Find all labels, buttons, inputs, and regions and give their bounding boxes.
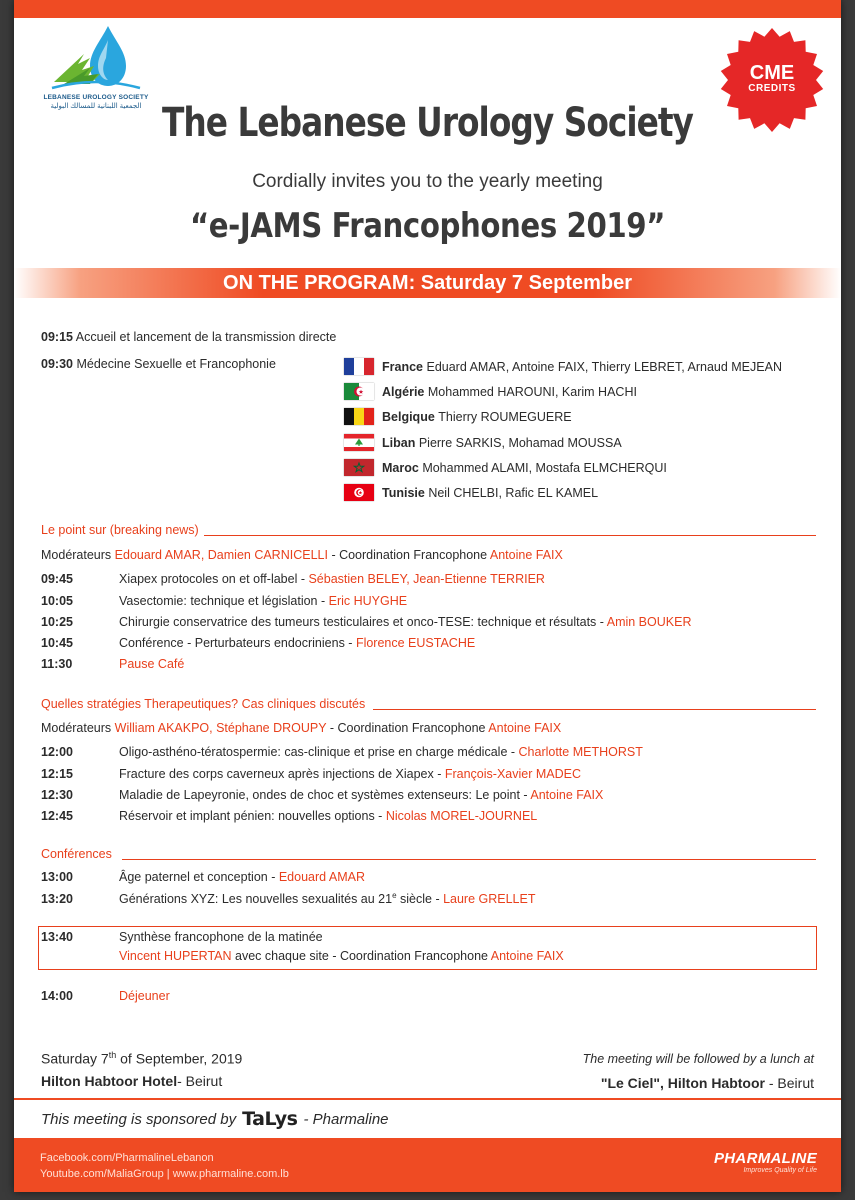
program-item — [41, 930, 323, 944]
france-flag-icon — [344, 358, 374, 375]
item-time: 10:05 — [41, 594, 73, 608]
coordination-label: - Coordination Francophone — [331, 548, 488, 562]
item-time: 13:40 — [41, 930, 73, 944]
morocco-flag-icon — [344, 459, 374, 476]
hotel-name: Hilton Habtoor Hotel — [41, 1072, 178, 1089]
moderators-label: Modérateurs — [41, 548, 112, 562]
moderators-names: Edouard AMAR, Damien CARNICELLI — [114, 548, 328, 562]
section-divider — [122, 859, 816, 860]
sponsor-prefix: This meeting is sponsored by — [41, 1110, 237, 1128]
synthese-middle: avec chaque site - Coordination Francophone — [235, 949, 488, 963]
cme-label: CME — [749, 62, 795, 84]
item-time: 09:30 — [41, 357, 73, 371]
section-heading: Quelles stratégies Therapeutiques? Cas cliniques discutés — [41, 697, 366, 711]
program-item: 10:05 Vasectomie: technique et législation - Eric HUYGHE — [41, 594, 408, 608]
youtube-website-link[interactable]: Youtube.com/MaliaGroup | www.pharmaline.com.lb — [40, 1168, 289, 1180]
facebook-link[interactable]: Facebook.com/PharmalineLebanon — [40, 1152, 214, 1164]
program-item — [41, 657, 184, 671]
item-time: 13:00 — [41, 870, 73, 884]
program-item: 12:15 Fracture des corps caverneux après injections de Xiapex - François-Xavier MADEC — [41, 767, 581, 781]
item-time: 14:00 — [41, 989, 73, 1003]
country-row — [344, 484, 598, 501]
lebanon-flag-icon — [344, 434, 374, 451]
item-text: Âge paternel et conception — [119, 870, 268, 884]
item-text: Fracture des corps caverneux après injections de Xiapex — [119, 767, 434, 781]
program-item: 13:20 Générations XYZ: Les nouvelles sexualités au 21e siècle - Laure GRELLET — [41, 891, 536, 907]
lunch-note: The meeting will be followed by a lunch at — [582, 1052, 814, 1066]
country-name: Belgique — [382, 409, 435, 424]
item-speaker: Antoine FAIX — [530, 788, 604, 802]
section-divider — [204, 535, 816, 536]
item-time: 12:30 — [41, 788, 73, 802]
country-row — [344, 459, 667, 476]
item-time: 09:15 — [41, 330, 73, 344]
lunch-venue: "Le Ciel", Hilton Habtoor — [600, 1075, 765, 1091]
section-divider — [373, 709, 816, 710]
country-speakers: Mohammed ALAMI, Mostafa ELMCHERQUI — [422, 460, 667, 475]
coordination-label: - Coordination Francophone — [329, 721, 486, 735]
event-name: “e-JAMS Francophones 2019” — [189, 206, 666, 246]
item-time: 12:15 — [41, 767, 73, 781]
country-speakers: Eduard AMAR, Antoine FAIX, Thierry LEBRET, Arnaud MEJEAN — [426, 359, 782, 374]
item-text: Accueil et lancement de la transmission directe — [75, 330, 337, 344]
sponsor-line — [41, 1108, 389, 1130]
invitation-page — [14, 0, 841, 1192]
item-time: 12:45 — [41, 809, 73, 823]
coordinator-name: Antoine FAIX — [488, 721, 562, 735]
program-item: 12:45 Réservoir et implant pénien: nouvelles options - Nicolas MOREL-JOURNEL — [41, 809, 538, 823]
item-text: Vasectomie: technique et législation — [119, 594, 318, 608]
lunch-info — [583, 1052, 814, 1091]
credits-label: CREDITS — [748, 83, 796, 94]
program-item — [41, 989, 170, 1003]
program-item: 13:00 Âge paternel et conception - Edouard AMAR — [41, 870, 365, 884]
program-item: 12:30 Maladie de Lapeyronie, ondes de choc et systèmes extenseurs: Le point - Antoine FAIX — [41, 788, 604, 802]
item-text-end: siècle — [396, 892, 432, 907]
superscript: e — [392, 891, 397, 900]
social-links — [40, 1150, 289, 1182]
date-text-end: of September, 2019 — [116, 1050, 243, 1067]
item-text: Réservoir et implant pénien: nouvelles options — [119, 809, 375, 823]
moderators-names: William AKAKPO, Stéphane DROUPY — [114, 721, 327, 735]
item-text: Médecine Sexuelle et Francophonie — [76, 357, 276, 371]
country-speakers: Mohammed HAROUNI, Karim HACHI — [427, 384, 637, 399]
item-speaker: Vincent HUPERTAN — [119, 949, 232, 963]
country-speakers: Pierre SARKIS, Mohamad MOUSSA — [418, 435, 622, 450]
moderators-line — [41, 548, 563, 562]
pharmaline-name: PHARMALINE — [714, 1150, 817, 1167]
lunch-city: - Beirut — [768, 1075, 814, 1091]
item-time: 10:25 — [41, 615, 73, 629]
item-time: 10:45 — [41, 636, 73, 650]
item-time: 13:20 — [41, 892, 73, 907]
logo-english-text: LEBANESE UROLOGY SOCIETY — [43, 94, 149, 101]
program-item — [41, 357, 276, 371]
top-accent-bar — [14, 0, 841, 18]
country-name: Maroc — [382, 460, 419, 475]
item-time: 12:00 — [41, 745, 73, 759]
item-text: Synthèse francophone de la matinée — [119, 930, 323, 944]
country-row — [344, 408, 572, 425]
cedar-drop-icon — [50, 24, 142, 92]
footer-divider — [14, 1098, 841, 1100]
country-row — [344, 434, 622, 451]
item-speaker: Laure GRELLET — [443, 892, 536, 907]
item-speaker: Florence EUSTACHE — [355, 636, 476, 650]
invitation-subtitle: Cordially invites you to the yearly meeting — [252, 171, 603, 192]
item-text: Xiapex protocoles on et off-label — [119, 572, 298, 586]
country-speakers: Thierry ROUMEGUERE — [438, 409, 572, 424]
event-date-location — [41, 1050, 242, 1089]
item-text: Maladie de Lapeyronie, ondes de choc et systèmes extenseurs: Le point — [119, 788, 520, 802]
item-speaker: Sébastien BELEY, Jean-Etienne TERRIER — [308, 572, 545, 586]
society-logo — [36, 24, 156, 110]
country-name: Liban — [382, 435, 416, 450]
country-name: Algérie — [382, 384, 425, 399]
country-row — [344, 358, 782, 375]
program-item: 10:25 Chirurgie conservatrice des tumeurs testiculaires et onco-TESE: technique et résultats - Amin BOUKER — [41, 615, 692, 629]
item-text: Déjeuner — [119, 989, 170, 1003]
coordinator-name: Antoine FAIX — [489, 548, 563, 562]
logo-arabic-text: الجمعية اللبنانية للمسالك البولية — [50, 103, 142, 110]
item-text: Conférence - Perturbateurs endocriniens — [119, 636, 345, 650]
program-banner: ON THE PROGRAM: Saturday 7 September — [14, 268, 841, 298]
item-time: 09:45 — [41, 572, 73, 586]
talys-logo: TaLys — [242, 1108, 298, 1130]
country-name: France — [382, 359, 423, 374]
item-speaker: Eric HUYGHE — [328, 594, 408, 608]
date-superscript: th — [108, 1050, 117, 1060]
item-time: 11:30 — [41, 657, 73, 671]
pharmaline-tagline: Improves Quality of Life — [743, 1167, 817, 1174]
algeria-flag-icon — [344, 383, 374, 400]
program-item — [41, 330, 336, 344]
tunisia-flag-icon — [344, 484, 374, 501]
program-item: 10:45 Conférence - Perturbateurs endocriniens - Florence EUSTACHE — [41, 636, 476, 650]
country-name: Tunisie — [382, 485, 425, 500]
pharmaline-logo — [714, 1150, 817, 1174]
moderators-line — [41, 721, 561, 735]
country-speakers: Neil CHELBI, Rafic EL KAMEL — [428, 485, 599, 500]
item-speaker: Amin BOUKER — [606, 615, 692, 629]
page-title: The Lebanese Urology Society — [162, 100, 693, 146]
item-text: Générations XYZ: Les nouvelles sexualités au 21 — [119, 892, 393, 907]
moderators-label: Modérateurs — [41, 721, 112, 735]
program-item: 12:00 Oligo-asthéno-tératospermie: cas-clinique et prise en charge médicale - Charlotte METHORST — [41, 745, 643, 759]
sponsor-suffix: - Pharmaline — [303, 1110, 389, 1128]
country-row — [344, 383, 637, 400]
item-text: Chirurgie conservatrice des tumeurs testiculaires et onco-TESE: technique et résultats — [119, 615, 597, 629]
item-speaker: François-Xavier MADEC — [444, 767, 581, 781]
item-text: Oligo-asthéno-tératospermie: cas-clinique et prise en charge médicale — [119, 745, 508, 759]
item-speaker: Edouard AMAR — [278, 870, 365, 884]
section-heading: Conférences — [41, 847, 112, 861]
hotel-city: - Beirut — [177, 1072, 223, 1089]
date-text: Saturday 7 — [41, 1050, 109, 1067]
program-item: 09:45 Xiapex protocoles on et off-label - Sébastien BELEY, Jean-Etienne TERRIER — [41, 572, 545, 586]
coordinator-name: Antoine FAIX — [490, 949, 564, 963]
synthese-speakers — [119, 949, 564, 963]
item-speaker: Pause Café — [119, 657, 185, 671]
belgium-flag-icon — [344, 408, 374, 425]
item-speaker: Nicolas MOREL-JOURNEL — [385, 809, 538, 823]
section-heading: Le point sur (breaking news) — [41, 523, 199, 537]
item-speaker: Charlotte METHORST — [518, 745, 643, 759]
